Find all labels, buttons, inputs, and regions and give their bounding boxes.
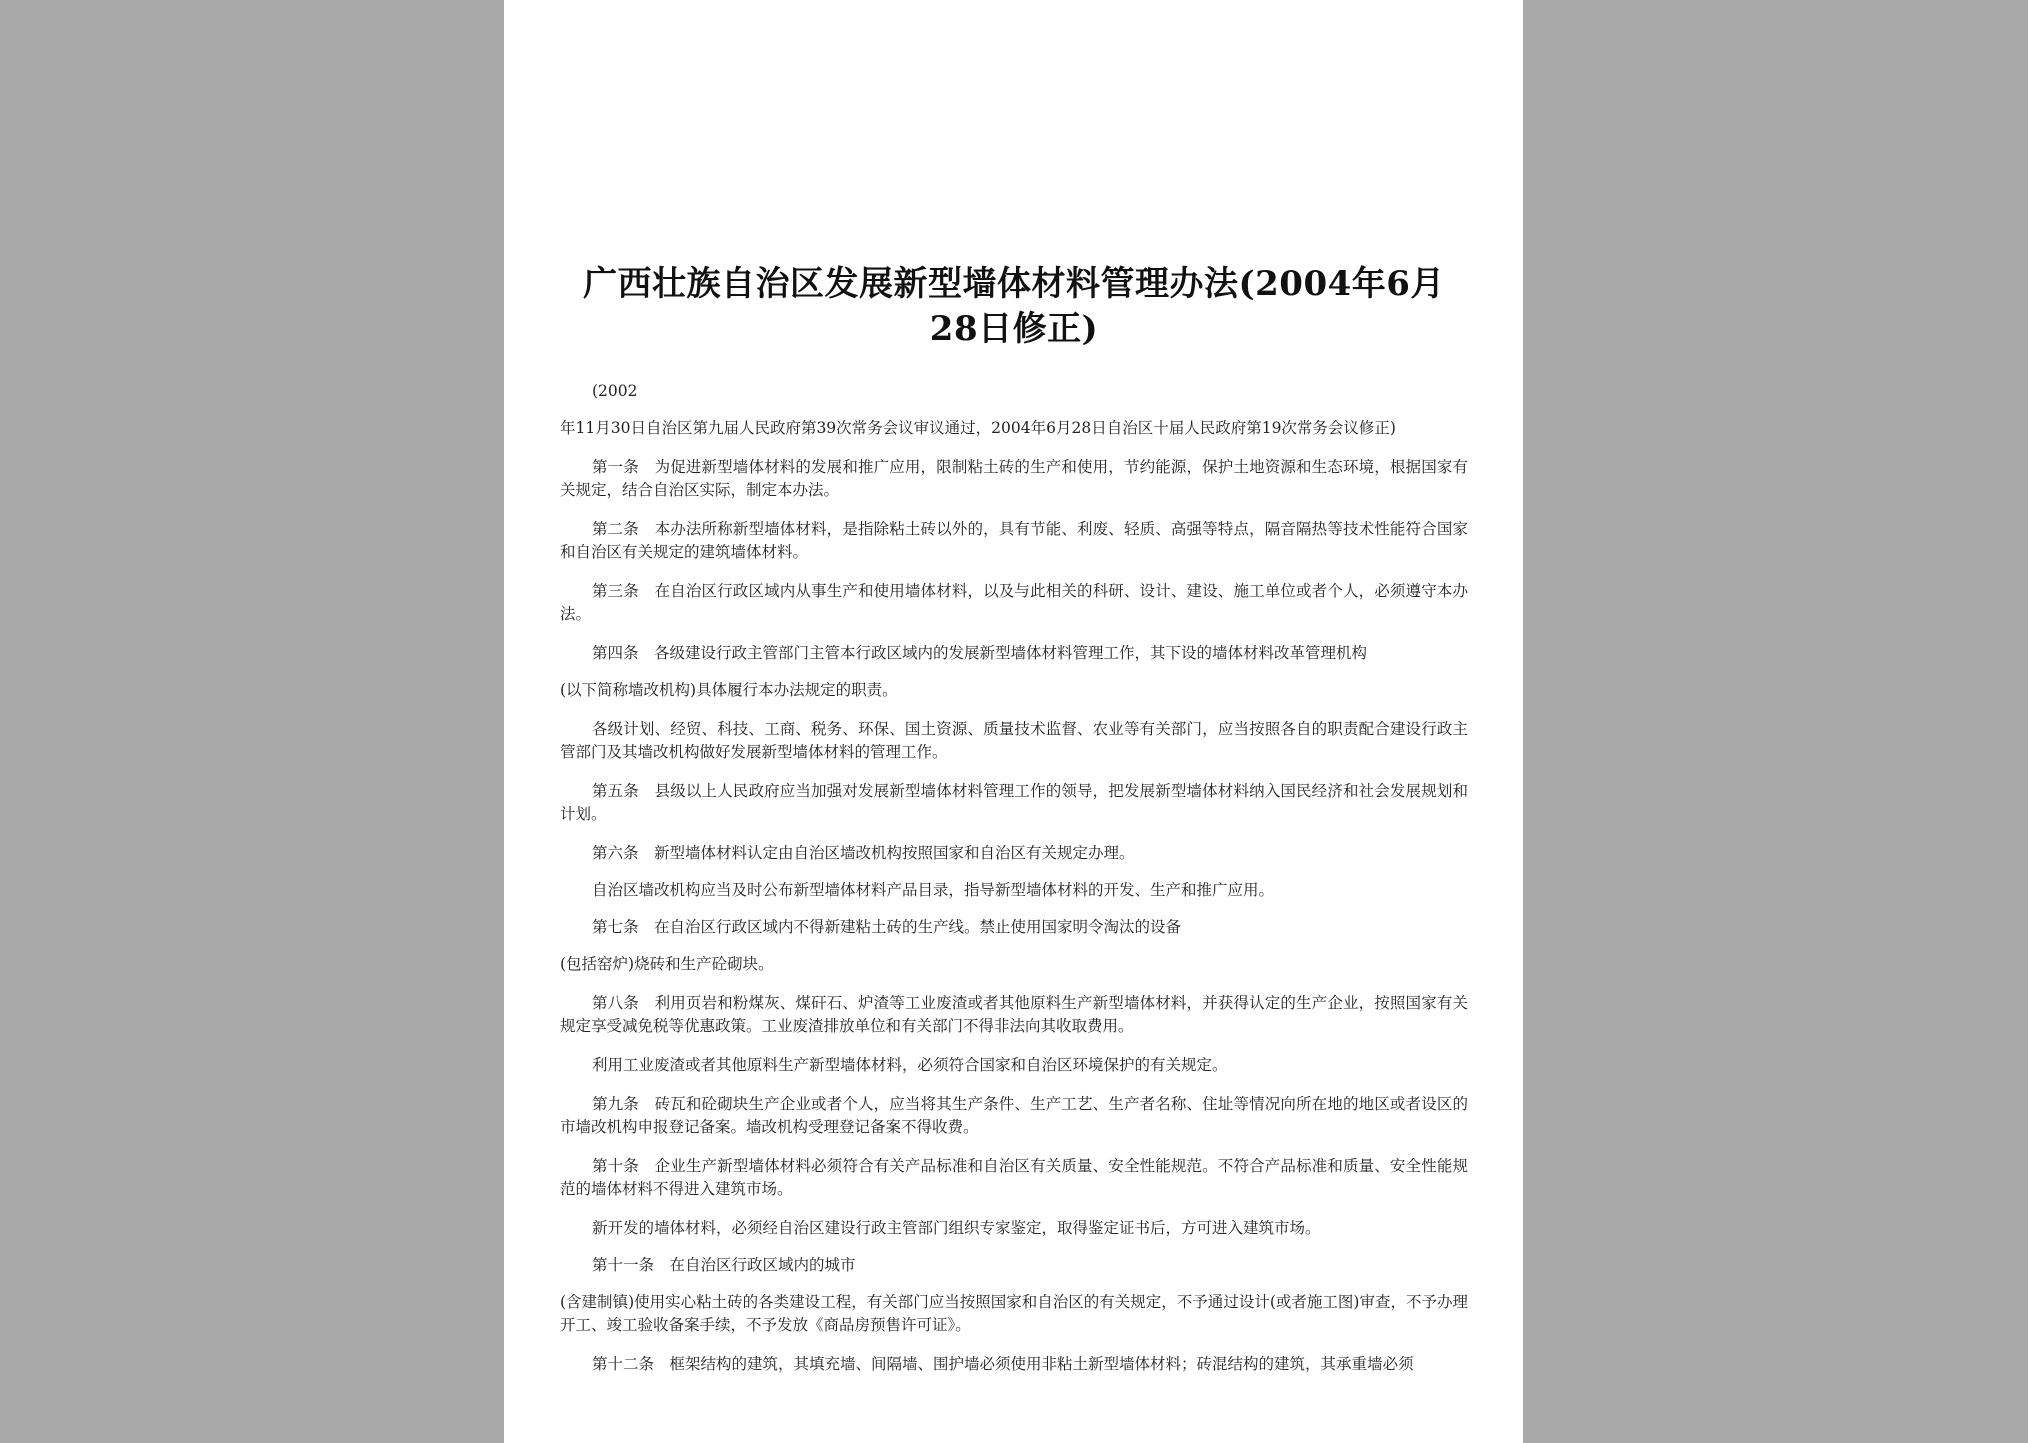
title-line-2: 28日修正) [929,309,1099,349]
article-12: 第十二条 框架结构的建筑，其填充墙、间隔墙、围护墙必须使用非粘土新型墙体材料；砖混结构的建筑，其承重墙必须 [592,1355,1414,1373]
article-6: 第六条 新型墙体材料认定由自治区墙改机构按照国家和自治区有关规定办理。 [592,844,1135,862]
article-5: 第五条 县级以上人民政府应当加强对发展新型墙体材料管理工作的领导，把发展新型墙体材料纳入国民经济和社会发展规划和计划。 [560,782,1468,823]
article-11: 第十一条 在自治区行政区域内的城市 [592,1256,856,1274]
article-7-continued: (包括窑炉)烧砖和生产砼砌块。 [560,955,774,973]
article-2: 第二条 本办法所称新型墙体材料，是指除粘土砖以外的，具有节能、利废、轻质、高强等特点，隔音隔热等技术性能符合国家和自治区有关规定的建筑墙体材料。 [560,520,1468,561]
article-1: 第一条 为促进新型墙体材料的发展和推广应用，限制粘土砖的生产和使用，节约能源，保护土地资源和生态环境，根据国家有关规定，结合自治区实际，制定本办法。 [560,458,1468,499]
document-title [560,262,1468,352]
paragraph-preamble-start: (2002 [592,382,638,400]
article-8-paragraph-2: 利用工业废渣或者其他原料生产新型墙体材料，必须符合国家和自治区环境保护的有关规定。 [592,1056,1228,1074]
article-10-paragraph-2: 新开发的墙体材料，必须经自治区建设行政主管部门组织专家鉴定，取得鉴定证书后，方可进入建筑市场。 [592,1219,1321,1237]
document-page [504,0,1523,1443]
article-4-paragraph-2: 各级计划、经贸、科技、工商、税务、环保、国土资源、质量技术监督、农业等有关部门，应当按照各自的职责配合建设行政主管部门及其墙改机构做好发展新型墙体材料的管理工作。 [560,720,1468,761]
article-4: 第四条 各级建设行政主管部门主管本行政区域内的发展新型墙体材料管理工作，其下设的墙体材料改革管理机构 [592,644,1368,662]
article-8: 第八条 利用页岩和粉煤灰、煤矸石、炉渣等工业废渣或者其他原料生产新型墙体材料，并获得认定的生产企业，按照国家有关规定享受减免税等优惠政策。工业废渣排放单位和有关部门不得非法向其收取费用。 [560,994,1468,1035]
article-7: 第七条 在自治区行政区域内不得新建粘土砖的生产线。禁止使用国家明令淘汰的设备 [592,918,1182,936]
title-line-1: 广西壮族自治区发展新型墙体材料管理办法(2004年6月 [583,264,1445,304]
article-9: 第九条 砖瓦和砼砌块生产企业或者个人，应当将其生产条件、生产工艺、生产者名称、住址等情况向所在地的地区或者设区的市墙改机构申报登记备案。墙改机构受理登记备案不得收费。 [560,1095,1468,1136]
article-3: 第三条 在自治区行政区域内从事生产和使用墙体材料，以及与此相关的科研、设计、建设、施工单位或者个人，必须遵守本办法。 [560,582,1468,623]
article-10: 第十条 企业生产新型墙体材料必须符合有关产品标准和自治区有关质量、安全性能规范。不符合产品标准和质量、安全性能规范的墙体材料不得进入建筑市场。 [560,1157,1468,1198]
paragraph-preamble: 年11月30日自治区第九届人民政府第39次常务会议审议通过，2004年6月28日自治区十届人民政府第19次常务会议修正) [560,419,1396,437]
article-4-continued: (以下简称墙改机构)具体履行本办法规定的职责。 [560,681,898,699]
article-11-continued: (含建制镇)使用实心粘土砖的各类建设工程，有关部门应当按照国家和自治区的有关规定，不予通过设计(或者施工图)审查，不予办理开工、竣工验收备案手续，不予发放《商品房预售许可证》。 [560,1293,1468,1334]
article-6-paragraph-2: 自治区墙改机构应当及时公布新型墙体材料产品目录，指导新型墙体材料的开发、生产和推广应用。 [592,881,1275,899]
